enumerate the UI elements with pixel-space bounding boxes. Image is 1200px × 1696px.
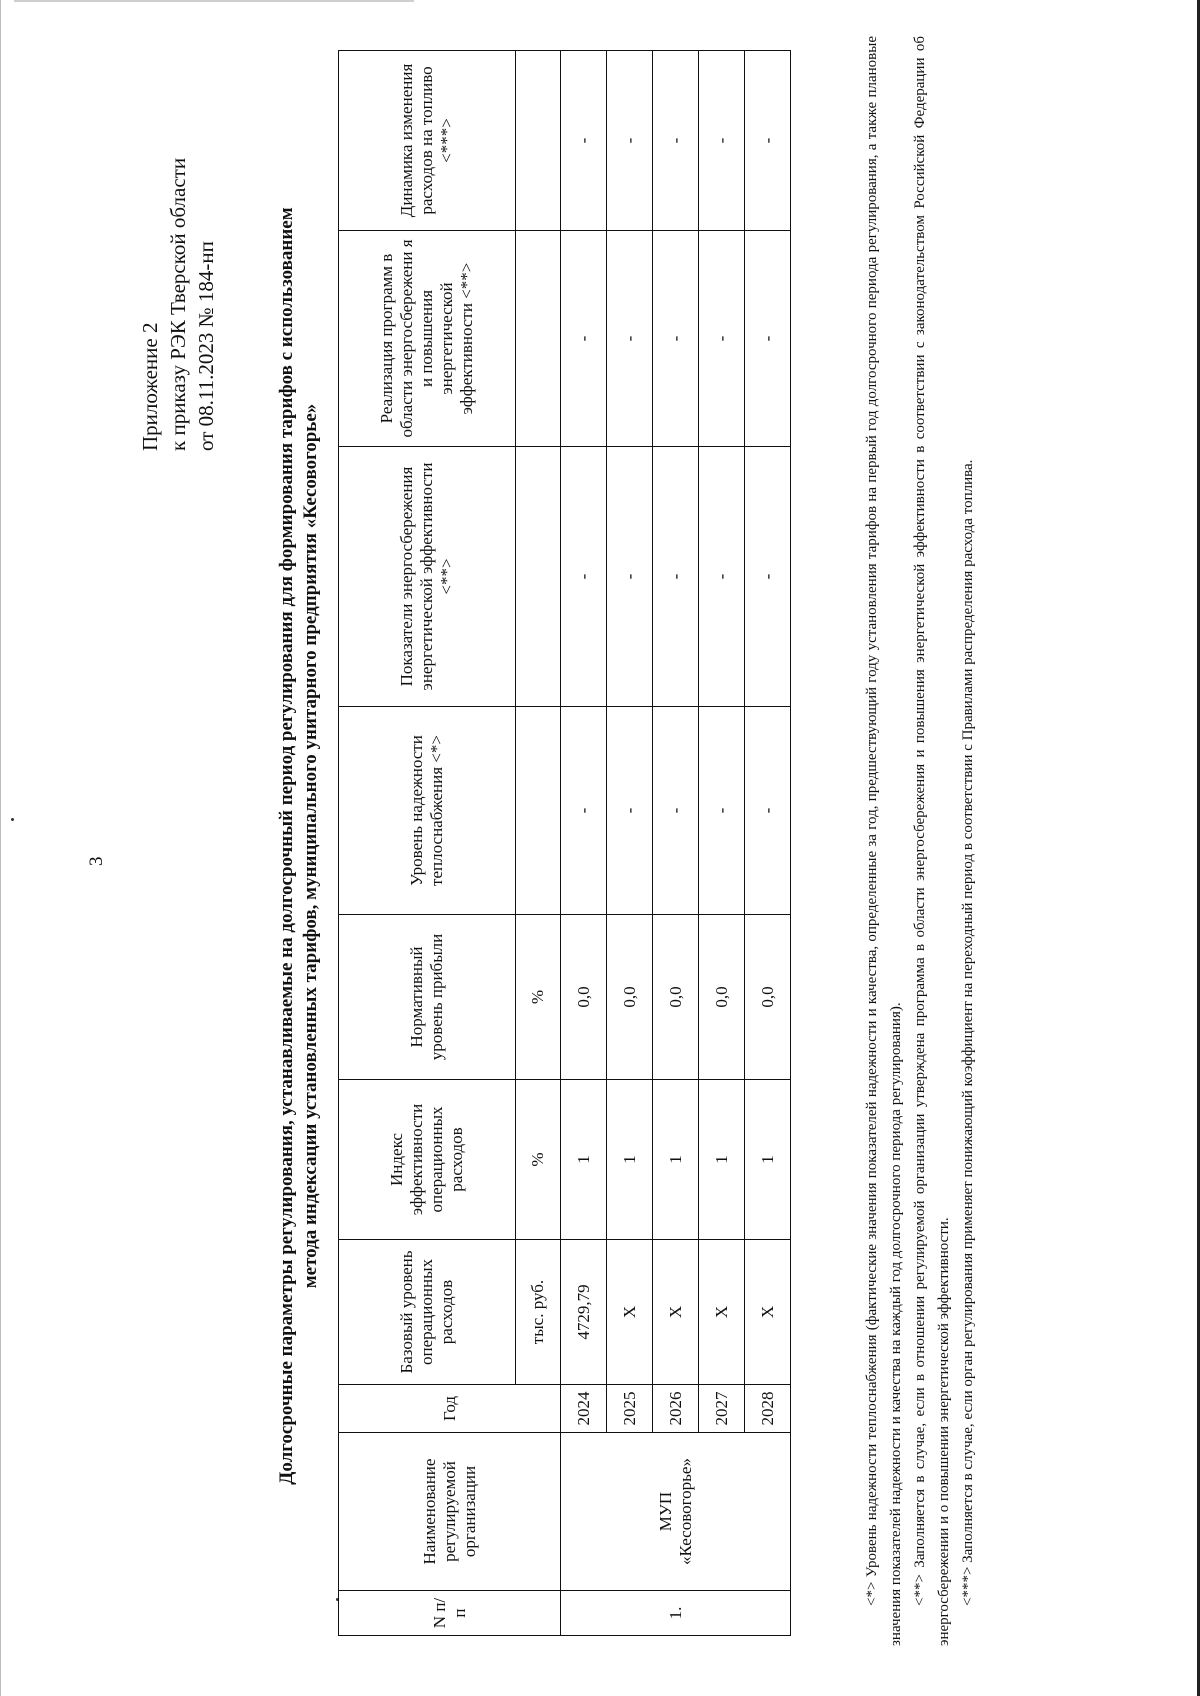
cell-programs: - — [653, 231, 699, 447]
footnotes — [860, 36, 980, 1646]
organization-name — [561, 1433, 791, 1591]
cell-base: 4729,79 — [561, 1240, 607, 1385]
appendix-block — [136, 158, 220, 451]
header-efficiency-index: Индекс эффективности операционных расходов — [339, 1080, 516, 1240]
unit-empty — [516, 51, 561, 231]
cell-year: 2028 — [745, 1385, 791, 1433]
cell-reliability: - — [607, 707, 653, 915]
cell-base: Х — [607, 1240, 653, 1385]
cell-year: 2027 — [699, 1385, 745, 1433]
cell-index: 1 — [653, 1080, 699, 1240]
cell-base: Х — [699, 1240, 745, 1385]
cell-energy: - — [653, 447, 699, 707]
cell-index: 1 — [561, 1080, 607, 1240]
table-row — [745, 51, 791, 1636]
table-row — [653, 51, 699, 1636]
parameters-table — [338, 50, 791, 1636]
cell-energy: - — [607, 447, 653, 707]
footnote: <*> Уровень надежности теплоснабжения (фактические значения показателей надежности и качества, определенные за год, предшествующий году установления тарифов на первый год долгосрочного периода регулирования, а также плановые значения показателей надежности и качества на каждый год долгосрочного периода регулирования). — [864, 36, 904, 1646]
header-base-level: Базовый уровень операционных расходов — [339, 1240, 516, 1385]
unit-index: % — [516, 1080, 561, 1240]
cell-energy: - — [699, 447, 745, 707]
header-year: Год — [339, 1385, 561, 1433]
header-profit-level: Нормативный уровень прибыли — [339, 915, 516, 1080]
cell-reliability: - — [561, 707, 607, 915]
header-number: N п/п — [339, 1591, 561, 1636]
header-energy-indicators: Показатели энергосбережения энергетической эффективности <**> — [339, 447, 516, 707]
header-organization: Наименование регулируемой организации — [339, 1433, 561, 1591]
cell-index: 1 — [699, 1080, 745, 1240]
title-line: Долгосрочные параметры регулирования, устанавливаемые на долгосрочный период регулирования для формирования тарифов с использованием — [276, 207, 297, 1485]
organization-name-line: МУП — [655, 1491, 675, 1532]
cell-energy: - — [561, 447, 607, 707]
cell-year: 2025 — [607, 1385, 653, 1433]
document-title — [275, 36, 323, 1656]
footnote: <***> Заполняется в случае, если орган регулирования применяет понижающий коэффициент на переходный период в соответствии с Правилами распределения расхода топлива. — [960, 459, 976, 1606]
unit-empty — [516, 447, 561, 707]
cell-fuel: - — [561, 51, 607, 231]
cell-profit: 0,0 — [745, 915, 791, 1080]
cell-reliability: - — [653, 707, 699, 915]
cell-fuel: - — [607, 51, 653, 231]
cell-profit: 0,0 — [561, 915, 607, 1080]
cell-profit: 0,0 — [653, 915, 699, 1080]
unit-empty — [516, 707, 561, 915]
cell-reliability: - — [745, 707, 791, 915]
unit-profit: % — [516, 915, 561, 1080]
row-number: 1. — [561, 1591, 791, 1636]
cell-reliability: - — [699, 707, 745, 915]
cell-programs: - — [699, 231, 745, 447]
table-row — [699, 51, 745, 1636]
cell-fuel: - — [653, 51, 699, 231]
cell-base: Х — [745, 1240, 791, 1385]
organization-name-line: «Кесовогорье» — [675, 1458, 695, 1565]
cell-year: 2026 — [653, 1385, 699, 1433]
cell-energy: - — [745, 447, 791, 707]
title-line: метода индексации установленных тарифов, муниципального унитарного предприятия «Кесовогорье» — [300, 403, 321, 1289]
unit-empty — [516, 231, 561, 447]
cell-fuel: - — [699, 51, 745, 231]
cell-profit: 0,0 — [607, 915, 653, 1080]
cell-programs: - — [607, 231, 653, 447]
header-programs: Реализация программ в области энергосбережени я и повышения энергетической эффективности <**> — [339, 231, 516, 447]
cell-year: 2024 — [561, 1385, 607, 1433]
table-row — [607, 51, 653, 1636]
cell-fuel: - — [745, 51, 791, 231]
cell-profit: 0,0 — [699, 915, 745, 1080]
cell-base: Х — [653, 1240, 699, 1385]
appendix-line: Приложение 2 — [138, 322, 162, 451]
page-number: 3 — [86, 856, 107, 866]
cell-index: 1 — [745, 1080, 791, 1240]
appendix-line: к приказу РЭК Тверской области — [166, 157, 190, 451]
header-reliability: Уровень надежности теплоснабжения <*> — [339, 707, 516, 915]
table-row — [561, 51, 607, 1636]
cell-programs: - — [561, 231, 607, 447]
cell-programs: - — [745, 231, 791, 447]
header-fuel-dynamics: Динамика изменения расходов на топливо <***> — [339, 51, 516, 231]
cell-index: 1 — [607, 1080, 653, 1240]
appendix-line: от 08.11.2023 № 184-нп — [194, 241, 218, 451]
footnote: <**> Заполняется в случае, если в отношении регулируемой организации утверждена программа в области энергосбережения и повышения энергетической эффективности в соответствии с законодательством Российской Федерации об энергосбережении и о повышении энергетической эффективности. — [912, 36, 952, 1646]
unit-base: тыс. руб. — [516, 1240, 561, 1385]
